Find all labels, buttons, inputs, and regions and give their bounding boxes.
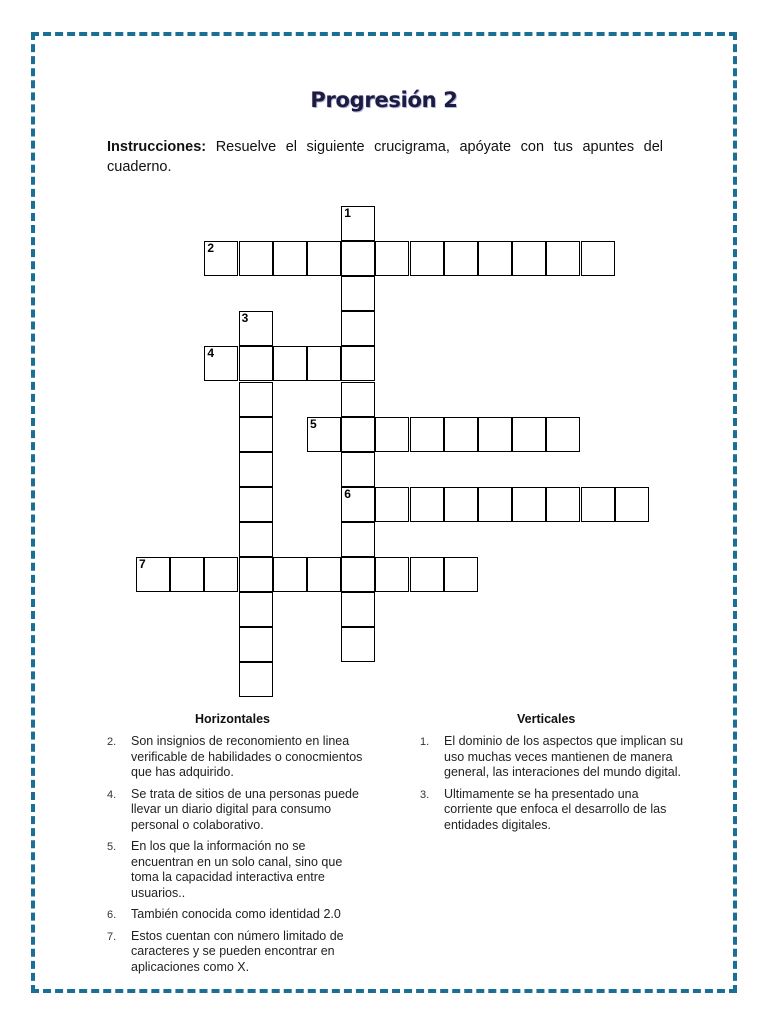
crossword-cell[interactable]	[204, 557, 238, 592]
clue-number: 7	[139, 557, 146, 571]
crossword-cell[interactable]	[204, 241, 238, 276]
crossword-cell[interactable]	[239, 662, 273, 697]
instructions-label: Instrucciones:	[107, 139, 207, 155]
clue-item-text: Estos cuentan con número limitado de caracteres y se pueden encontrar en aplicaciones como X.	[131, 928, 344, 974]
crossword-cell[interactable]	[478, 487, 512, 522]
clue-item	[107, 907, 371, 923]
crossword-cell[interactable]	[307, 346, 341, 381]
crossword-cell[interactable]	[170, 557, 204, 592]
clue-number: 3	[241, 311, 249, 326]
crossword-cell[interactable]	[410, 417, 444, 452]
crossword-cell[interactable]	[546, 487, 580, 522]
crossword-cell[interactable]	[273, 241, 307, 276]
crossword-cell[interactable]	[341, 206, 375, 241]
clue-item-text: También conocida como identidad 2.0	[131, 907, 341, 921]
crossword-cell[interactable]	[341, 557, 375, 592]
crossword-cell[interactable]	[239, 627, 273, 662]
crossword-cell[interactable]	[512, 241, 546, 276]
crossword-cell[interactable]	[341, 417, 375, 452]
crossword-cell[interactable]	[239, 592, 273, 627]
crossword-cell[interactable]	[341, 452, 375, 487]
crossword-cell[interactable]	[375, 241, 409, 276]
crossword-cell[interactable]	[581, 487, 615, 522]
clue-item-text: El dominio de los aspectos que implican su uso muchas veces mantienen de manera general, las interaciones del mundo digital.	[444, 734, 684, 779]
crossword-cell[interactable]	[512, 417, 546, 452]
clue-item	[420, 734, 690, 781]
crossword-cell[interactable]	[307, 417, 341, 452]
crossword-cell[interactable]	[375, 557, 409, 592]
clue-item-text: Se trata de sitios de una personas puede llevar un diario digital para consumo personal o colaborativo.	[131, 786, 359, 832]
crossword-cell[interactable]	[581, 241, 615, 276]
crossword-cell[interactable]	[273, 557, 307, 592]
crossword-cell[interactable]	[375, 417, 409, 452]
crossword-cell[interactable]	[410, 487, 444, 522]
clue-item-number: 2.	[107, 736, 117, 748]
crossword-cell[interactable]	[512, 487, 546, 522]
crossword-cell[interactable]	[341, 276, 375, 311]
clue-item	[107, 787, 371, 834]
verticales-clue-list	[420, 734, 690, 839]
horizontales-heading: Horizontales	[195, 712, 271, 726]
crossword-cell[interactable]	[307, 557, 341, 592]
clue-item	[107, 929, 371, 976]
crossword-cell[interactable]	[341, 382, 375, 417]
clue-item	[420, 787, 690, 834]
crossword-cell[interactable]	[546, 241, 580, 276]
clue-item	[107, 839, 371, 901]
crossword-cell[interactable]	[307, 241, 341, 276]
clue-item-number: 1.	[420, 736, 430, 748]
clue-number: 2	[207, 241, 215, 256]
crossword-cell[interactable]	[341, 311, 375, 346]
verticales-heading: Verticales	[517, 712, 576, 726]
clue-item-number: 5.	[107, 841, 117, 853]
clue-item-text: En los que la información no se encuentran en un solo canal, sino que toma la capacidad interactiva entre usuarios..	[131, 839, 343, 900]
clue-item-number: 4.	[107, 788, 117, 801]
clue-item-text: Son insignios de reconomiento en linea verificable de habilidades o conocmientos que has adquirido.	[131, 734, 363, 779]
crossword-cell[interactable]	[341, 592, 375, 627]
crossword-cell[interactable]	[375, 487, 409, 522]
crossword-cell[interactable]	[341, 627, 375, 662]
clue-item-text: Ultimamente se ha presentado una corriente que enfoca el desarrollo de las entidades digitales.	[444, 786, 667, 832]
clue-item-number: 6.	[107, 909, 117, 921]
crossword-cell[interactable]	[239, 382, 273, 417]
crossword-cell[interactable]	[410, 241, 444, 276]
crossword-cell[interactable]	[478, 417, 512, 452]
crossword-cell[interactable]	[239, 487, 273, 522]
instructions-text: Resuelve el siguiente crucigrama, apóyate con tus apuntes del cuaderno.	[107, 139, 663, 175]
clue-item-number: 3.	[420, 788, 430, 801]
clue-item-number: 7.	[107, 930, 117, 943]
crossword-cell[interactable]	[444, 487, 478, 522]
crossword-cell[interactable]	[239, 452, 273, 487]
horizontales-clue-list	[107, 734, 371, 981]
crossword-cell[interactable]	[273, 346, 307, 381]
clue-number: 1	[344, 206, 351, 220]
instructions	[107, 137, 663, 177]
crossword-cell[interactable]	[239, 241, 273, 276]
page-title: Progresión 2	[310, 88, 458, 112]
crossword-cell[interactable]	[444, 241, 478, 276]
clue-number: 4	[207, 346, 215, 361]
clue-number: 5	[310, 416, 317, 431]
crossword-cell[interactable]	[239, 522, 273, 557]
crossword-cell[interactable]	[341, 487, 375, 522]
crossword-cell[interactable]	[410, 557, 444, 592]
crossword-cell[interactable]	[204, 346, 238, 381]
crossword-cell[interactable]	[239, 346, 273, 381]
crossword-cell[interactable]	[239, 311, 273, 346]
crossword-cell[interactable]	[341, 241, 375, 276]
crossword-cell[interactable]	[341, 346, 375, 381]
crossword-cell[interactable]	[239, 557, 273, 592]
crossword-cell[interactable]	[136, 557, 170, 592]
crossword-cell[interactable]	[239, 417, 273, 452]
crossword-cell[interactable]	[341, 522, 375, 557]
clue-item	[107, 734, 371, 781]
crossword-cell[interactable]	[615, 487, 649, 522]
crossword-cell[interactable]	[546, 417, 580, 452]
clue-number: 6	[344, 486, 351, 501]
crossword-cell[interactable]	[444, 417, 478, 452]
crossword-cell[interactable]	[444, 557, 478, 592]
crossword-cell[interactable]	[478, 241, 512, 276]
